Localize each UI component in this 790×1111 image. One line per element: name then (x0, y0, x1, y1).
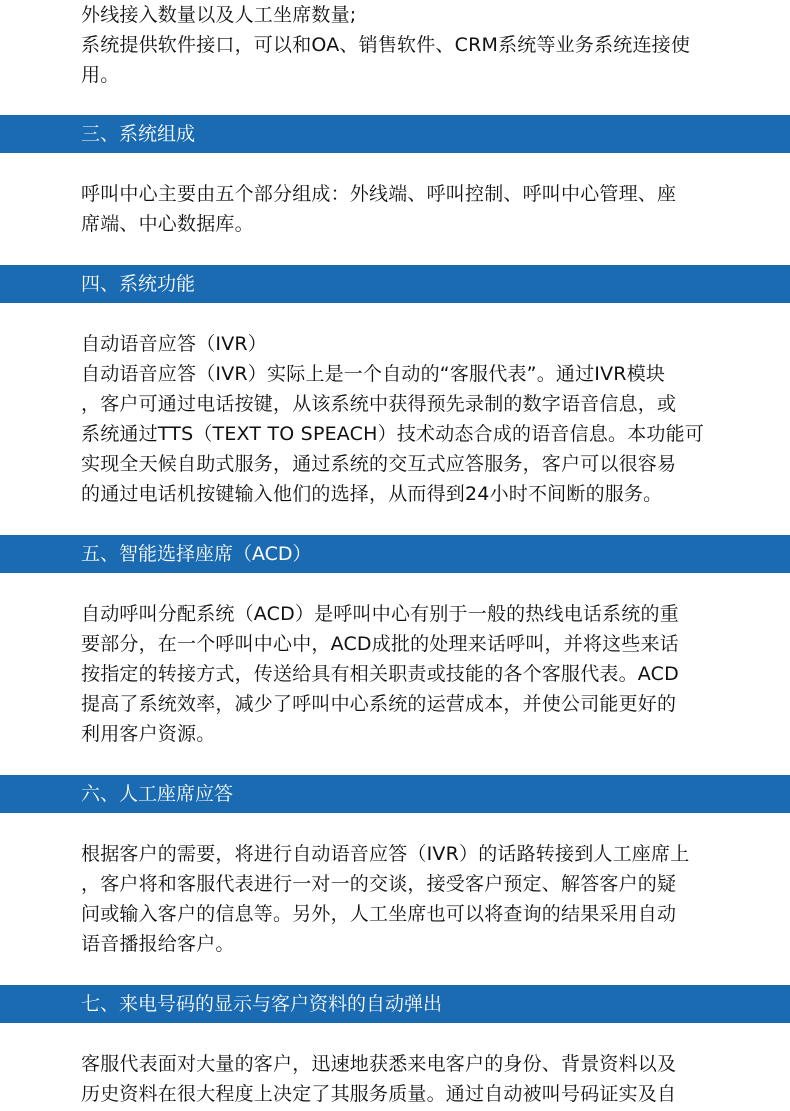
paragraph-system-composition (81, 179, 721, 239)
text-line: 席端、中心数据库。 (81, 213, 254, 235)
section-heading-acd: 五、智能选择座席（ACD） (0, 535, 790, 573)
text-line: 的通过电话机按键输入他们的选择，从而得到24小时不间断的服务。 (81, 483, 663, 505)
text-line: 根据客户的需要，将进行自动语音应答（IVR）的话路转接到人工座席上 (81, 843, 690, 865)
text-line: 系统通过TTS（TEXT TO SPEACH）技术动态合成的语音信息。本功能可 (81, 423, 705, 445)
paragraph-interfaces (81, 0, 721, 90)
section-heading-caller-id-popup: 七、来电号码的显示与客户资料的自动弹出 (0, 985, 790, 1023)
paragraph-caller-id-popup (81, 1049, 721, 1109)
text-line: 自动语音应答（IVR） (81, 333, 268, 355)
text-line: 实现全天候自助式服务，通过系统的交互式应答服务，客户可以很容易 (81, 453, 677, 475)
paragraph-agent-answering (81, 839, 721, 959)
text-line: ，客户将和客服代表进行一对一的交谈，接受客户预定、解答客户的疑 (81, 873, 677, 895)
text-line: 按指定的转接方式，传送给具有相关职责或技能的各个客服代表。ACD (81, 663, 679, 685)
text-line: 利用客户资源。 (81, 723, 216, 745)
text-line: 呼叫中心主要由五个部分组成：外线端、呼叫控制、呼叫中心管理、座 (81, 183, 677, 205)
text-line: 语音播报给客户。 (81, 933, 235, 955)
text-line: ，客户可通过电话按键，从该系统中获得预先录制的数字语音信息，或 (81, 393, 677, 415)
section-heading-system-functions: 四、系统功能 (0, 265, 790, 303)
text-line: 用。 (81, 64, 120, 86)
text-line: 问或输入客户的信息等。另外，人工坐席也可以将查询的结果采用自动 (81, 903, 677, 925)
text-line: 历史资料在很大程度上决定了其服务质量。通过自动被叫号码证实及自 (81, 1083, 677, 1105)
text-line: 外线接入数量以及人工坐席数量; (81, 4, 357, 26)
text-line: 自动语音应答（IVR）实际上是一个自动的“客服代表”。通过IVR模块 (81, 363, 666, 385)
text-line: 系统提供软件接口，可以和OA、销售软件、CRM系统等业务系统连接使 (81, 34, 691, 56)
section-heading-system-composition: 三、系统组成 (0, 115, 790, 153)
text-line: 要部分，在一个呼叫中心中，ACD成批的处理来话呼叫，并将这些来话 (81, 633, 679, 655)
text-line: 客服代表面对大量的客户，迅速地获悉来电客户的身份、背景资料以及 (81, 1053, 677, 1075)
text-line: 提高了系统效率，减少了呼叫中心系统的运营成本，并使公司能更好的 (81, 693, 677, 715)
section-heading-agent-answering: 六、人工座席应答 (0, 775, 790, 813)
paragraph-acd (81, 599, 721, 749)
paragraph-ivr (81, 329, 721, 509)
text-line: 自动呼叫分配系统（ACD）是呼叫中心有别于一般的热线电话系统的重 (81, 603, 679, 625)
